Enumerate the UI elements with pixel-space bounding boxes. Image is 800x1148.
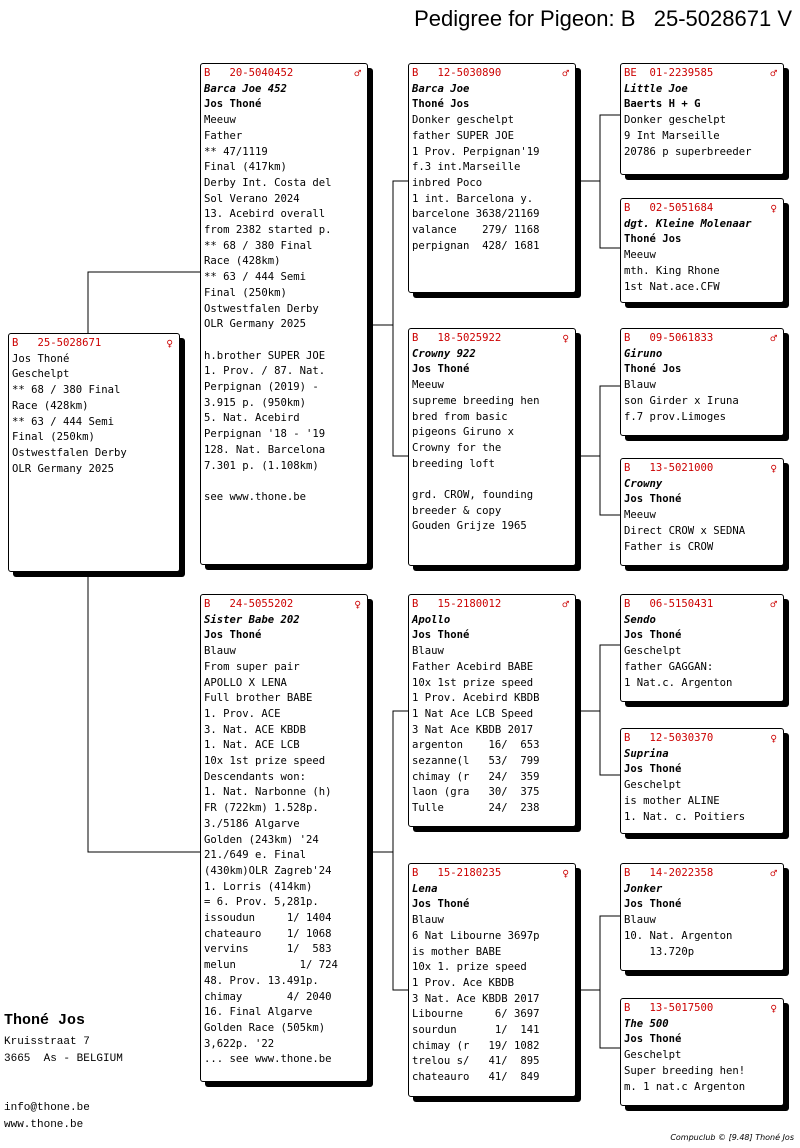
detail-line: ... see www.thone.be (204, 1053, 332, 1066)
detail-line: From super pair (204, 660, 300, 673)
detail-line: Meeuw (624, 509, 656, 522)
ring-number: B 20-5040452 (204, 67, 294, 79)
pigeon-name: Jonker (624, 882, 663, 895)
detail-line: 7.301 p. (1.108km) (204, 459, 319, 472)
ring-number: B 06-5150431 (624, 598, 714, 610)
detail-line: = 6. Prov. 5,281p. (204, 896, 319, 909)
detail-line: laon (gra 30/ 375 (412, 786, 540, 799)
detail-line: Derby Int. Costa del (204, 176, 332, 189)
detail-line: valance 279/ 1168 (412, 224, 540, 237)
detail-line: Final (250km) (204, 286, 287, 299)
detail-line: is mother BABE (412, 945, 502, 958)
detail-line: Perpignan '18 - '19 (204, 428, 326, 441)
detail-line: Golden Race (505km) (204, 1021, 326, 1034)
detail-line: Tulle 24/ 238 (412, 802, 540, 815)
detail-line: 128. Nat. Barcelona (204, 443, 326, 456)
detail-line: perpignan 428/ 1681 (412, 239, 540, 252)
male-sex-icon: ♂ (562, 598, 569, 611)
pigeon-card-fff[interactable] (620, 63, 784, 175)
detail-line: Full brother BABE (204, 692, 313, 705)
detail-line: Geschelpt (624, 779, 682, 792)
detail-line (204, 333, 361, 349)
pigeon-owner: Jos Thoné (624, 1033, 682, 1046)
detail-line: chateauro 41/ 849 (412, 1071, 540, 1084)
pigeon-owner: Jos Thoné (624, 898, 682, 911)
detail-line: Super breeding hen! (624, 1064, 746, 1077)
pigeon-card-mfm[interactable] (620, 728, 784, 834)
pigeon-details (624, 113, 777, 160)
detail-line: 20786 p superbreeder (624, 145, 752, 158)
pigeon-details (412, 378, 569, 535)
detail-line (412, 472, 569, 488)
detail-line: ** 47/1119 (204, 145, 268, 158)
pigeon-card-fmm[interactable] (620, 458, 784, 566)
detail-line: Final (417km) (204, 161, 287, 174)
detail-line: 21./649 e. Final (204, 849, 307, 862)
pigeon-details (624, 508, 777, 555)
detail-line: chimay (r 24/ 359 (412, 770, 540, 783)
pigeon-owner: Jos Thoné (204, 98, 262, 111)
female-sex-icon: ♀ (562, 332, 569, 345)
detail-line: chimay 4/ 2040 (204, 990, 332, 1003)
male-sex-icon: ♂ (770, 867, 777, 880)
detail-line: ** 68 / 380 Final (204, 239, 313, 252)
detail-line: ** 63 / 444 Semi (12, 415, 115, 428)
female-sex-icon: ♀ (770, 202, 777, 215)
detail-line: vervins 1/ 583 (204, 943, 332, 956)
detail-line: see www.thone.be (204, 490, 307, 503)
pigeon-card-father-father[interactable] (408, 63, 576, 293)
pigeon-card-fmf[interactable] (620, 328, 784, 436)
page-title: Pedigree for Pigeon: B 25-5028671 V (414, 6, 792, 31)
pigeon-details (204, 644, 361, 1068)
pigeon-owner: Jos Thoné (624, 493, 682, 506)
detail-line: 1 int. Barcelona y. (412, 192, 534, 205)
detail-line: 3 Nat. Ace KBDB 2017 (412, 992, 540, 1005)
detail-line: 9 Int Marseille (624, 129, 720, 142)
detail-line: bred from basic (412, 410, 508, 423)
detail-line: Sol Verano 2024 (204, 192, 300, 205)
detail-line: f.3 int.Marseille (412, 161, 521, 174)
detail-line: 10x 1. prize speed (412, 961, 527, 974)
ring-number: B 25-5028671 (12, 337, 102, 349)
detail-line: Crowny for the (412, 441, 502, 454)
pigeon-owner: Jos Thoné (624, 629, 682, 642)
detail-line: 48. Prov. 13.491p. (204, 974, 319, 987)
detail-line: 3,622p. '22 (204, 1037, 275, 1050)
detail-line: 1 Nat Ace LCB Speed (412, 707, 534, 720)
detail-line: Ostwestfalen Derby (12, 446, 127, 459)
detail-line: barcelone 3638/21169 (412, 208, 540, 221)
detail-line: Ostwestfalen Derby (204, 302, 319, 315)
detail-line: 1. Nat. c. Poitiers (624, 810, 746, 823)
pigeon-card-mother[interactable] (200, 594, 368, 1082)
pigeon-details (624, 248, 777, 295)
detail-line: grd. CROW, founding (412, 489, 534, 502)
detail-line: pigeons Giruno x (412, 426, 515, 439)
detail-line: OLR Germany 2025 (204, 318, 307, 331)
ring-number: B 18-5025922 (412, 332, 502, 344)
pigeon-name: Giruno (624, 347, 663, 360)
detail-line: Blauw (624, 379, 656, 392)
detail-line: 10x 1st prize speed (412, 676, 534, 689)
pigeon-owner: Jos Thoné (204, 629, 262, 642)
detail-line: Perpignan (2019) - (204, 381, 319, 394)
pigeon-card-father[interactable] (200, 63, 368, 565)
pigeon-owner: Baerts H + G (624, 98, 701, 111)
detail-line: Jos Thoné (12, 352, 70, 365)
detail-line: 1. Prov. / 87. Nat. (204, 365, 326, 378)
female-sex-icon: ♀ (354, 598, 361, 611)
software-credit: Compuclub © [9.48] Thoné Jos (670, 1133, 794, 1142)
pigeon-owner: Thoné Jos (624, 233, 682, 246)
detail-line: argenton 16/ 653 (412, 739, 540, 752)
detail-line: Blauw (624, 914, 656, 927)
ring-number: B 15-2180012 (412, 598, 502, 610)
pigeon-details (624, 644, 777, 691)
detail-line: Meeuw (412, 379, 444, 392)
detail-line: melun 1/ 724 (204, 959, 338, 972)
pigeon-card-mother-mother[interactable] (408, 863, 576, 1097)
pigeon-details (624, 778, 777, 825)
detail-line: Blauw (204, 645, 236, 658)
male-sex-icon: ♂ (770, 598, 777, 611)
pigeon-details (12, 352, 173, 478)
detail-line: 10. Nat. Argenton (624, 929, 733, 942)
pigeon-details (624, 378, 777, 425)
pigeon-owner: Jos Thoné (412, 363, 470, 376)
detail-line: supreme breeding hen (412, 394, 540, 407)
female-sex-icon: ♀ (770, 732, 777, 745)
detail-line (204, 474, 361, 490)
pigeon-details (412, 113, 569, 254)
pigeon-details (204, 113, 361, 506)
male-sex-icon: ♂ (770, 67, 777, 80)
detail-line: 1. Prov. ACE (204, 707, 281, 720)
pigeon-details (624, 913, 777, 960)
male-sex-icon: ♂ (770, 332, 777, 345)
detail-line: 3./5186 Algarve (204, 817, 300, 830)
detail-line: 3.915 p. (950km) (204, 396, 307, 409)
pigeon-card-ffm[interactable] (620, 198, 784, 303)
pigeon-owner: Thoné Jos (624, 363, 682, 376)
detail-line: Descendants won: (204, 770, 307, 783)
pigeon-name: Suprina (624, 747, 669, 760)
detail-line: 1. Nat. ACE LCB (204, 739, 300, 752)
breeder-address (4, 1034, 123, 1068)
detail-line: Father (204, 129, 243, 142)
female-sex-icon: ♀ (770, 1002, 777, 1015)
pigeon-card-mmm[interactable] (620, 998, 784, 1106)
detail-line: chimay (r 19/ 1082 (412, 1039, 540, 1052)
pigeon-owner: Jos Thoné (412, 898, 470, 911)
detail-line: Geschelpt (624, 645, 682, 658)
website-link[interactable]: www.thone.be (4, 1119, 84, 1131)
address-line: 3665 As - BELGIUM (4, 1053, 123, 1065)
pigeon-card-mother-father[interactable] (408, 594, 576, 827)
detail-line: father SUPER JOE (412, 129, 515, 142)
detail-line: Meeuw (624, 249, 656, 262)
breeder-name: Thoné Jos (4, 1012, 86, 1029)
pigeon-card-main[interactable] (8, 333, 180, 572)
detail-line: Father is CROW (624, 540, 714, 553)
ring-number: B 13-5021000 (624, 462, 714, 474)
ring-number: B 02-5051684 (624, 202, 714, 214)
ring-number: B 15-2180235 (412, 867, 502, 879)
pigeon-name: Crowny 922 (412, 347, 476, 360)
detail-line: ** 63 / 444 Semi (204, 271, 307, 284)
detail-line: Final (250km) (12, 431, 95, 444)
detail-line: son Girder x Iruna (624, 394, 739, 407)
pigeon-details (624, 1048, 777, 1095)
detail-line: 3. Nat. ACE KBDB (204, 723, 307, 736)
male-sex-icon: ♂ (354, 67, 361, 80)
ring-number: B 12-5030890 (412, 67, 502, 79)
detail-line: is mother ALINE (624, 794, 720, 807)
detail-line: 6 Nat Libourne 3697p (412, 929, 540, 942)
detail-line: Blauw (412, 914, 444, 927)
pigeon-name: Little Joe (624, 82, 688, 95)
detail-line: FR (722km) 1.528p. (204, 802, 319, 815)
pigeon-owner: Thoné Jos (412, 98, 470, 111)
pigeon-details (412, 644, 569, 817)
address-line: Kruisstraat 7 (4, 1036, 90, 1048)
detail-line: APOLLO X LENA (204, 676, 287, 689)
pigeon-name: dgt. Kleine Molenaar (624, 217, 752, 230)
detail-line: 1 Prov. Ace KBDB (412, 976, 515, 989)
pigeon-card-mff[interactable] (620, 594, 784, 702)
detail-line: 3 Nat Ace KBDB 2017 (412, 723, 534, 736)
pigeon-card-mmf[interactable] (620, 863, 784, 971)
detail-line: Gouden Grijze 1965 (412, 520, 527, 533)
detail-line: mth. King Rhone (624, 264, 720, 277)
detail-line: 5. Nat. Acebird (204, 412, 300, 425)
pigeon-name: Crowny (624, 477, 663, 490)
detail-line: OLR Germany 2025 (12, 462, 115, 475)
detail-line: 16. Final Algarve (204, 1006, 313, 1019)
ring-number: BE 01-2239585 (624, 67, 714, 79)
pigeon-owner: Jos Thoné (624, 763, 682, 776)
detail-line: h.brother SUPER JOE (204, 349, 326, 362)
detail-line: 1 Prov. Acebird KBDB (412, 692, 540, 705)
pigeon-name: Sister Babe 202 (204, 613, 300, 626)
detail-line: f.7 prov.Limoges (624, 410, 727, 423)
detail-line: chateauro 1/ 1068 (204, 927, 332, 940)
detail-line: inbred Poco (412, 176, 483, 189)
ring-number: B 14-2022358 (624, 867, 714, 879)
detail-line: Golden (243km) '24 (204, 833, 319, 846)
detail-line: Father Acebird BABE (412, 660, 534, 673)
ring-number: B 24-5055202 (204, 598, 294, 610)
detail-line: (430km)OLR Zagreb'24 (204, 864, 332, 877)
detail-line: issoudun 1/ 1404 (204, 912, 332, 925)
detail-line: Donker geschelpt (624, 114, 727, 127)
breeder-contact (4, 1100, 90, 1134)
female-sex-icon: ♀ (770, 462, 777, 475)
detail-line: from 2382 started p. (204, 224, 332, 237)
detail-line: breeder & copy (412, 504, 502, 517)
detail-line: 1st Nat.ace.CFW (624, 280, 720, 293)
detail-line: sezanne(l 53/ 799 (412, 755, 540, 768)
detail-line: Geschelpt (12, 368, 70, 381)
ring-number: B 12-5030370 (624, 732, 714, 744)
detail-line: m. 1 nat.c Argenton (624, 1080, 746, 1093)
detail-line: Donker geschelpt (412, 114, 515, 127)
pigeon-name: The 500 (624, 1017, 669, 1030)
detail-line: Direct CROW x SEDNA (624, 524, 746, 537)
pigeon-name: Sendo (624, 613, 656, 626)
pigeon-name: Barca Joe (412, 82, 470, 95)
email-link[interactable]: info@thone.be (4, 1102, 90, 1114)
detail-line: trelou s/ 41/ 895 (412, 1055, 540, 1068)
pigeon-details (412, 913, 569, 1086)
detail-line: Geschelpt (624, 1049, 682, 1062)
pigeon-name: Barca Joe 452 (204, 82, 287, 95)
detail-line: 13. Acebird overall (204, 208, 326, 221)
detail-line: Meeuw (204, 114, 236, 127)
detail-line: 10x 1st prize speed (204, 755, 326, 768)
detail-line: breeding loft (412, 457, 495, 470)
detail-line: Race (428km) (204, 255, 281, 268)
detail-line: 1. Lorris (414km) (204, 880, 313, 893)
detail-line: 13.720p (624, 945, 695, 958)
detail-line: sourdun 1/ 141 (412, 1024, 540, 1037)
pigeon-owner: Jos Thoné (412, 629, 470, 642)
detail-line: father GAGGAN: (624, 660, 714, 673)
pigeon-card-father-mother[interactable] (408, 328, 576, 566)
detail-line: ** 68 / 380 Final (12, 384, 121, 397)
ring-number: B 09-5061833 (624, 332, 714, 344)
pigeon-name: Apollo (412, 613, 451, 626)
female-sex-icon: ♀ (166, 337, 173, 350)
detail-line: 1 Prov. Perpignan'19 (412, 145, 540, 158)
detail-line: 1 Nat.c. Argenton (624, 676, 733, 689)
pigeon-name: Lena (412, 882, 438, 895)
detail-line: Libourne 6/ 3697 (412, 1008, 540, 1021)
female-sex-icon: ♀ (562, 867, 569, 880)
ring-number: B 13-5017500 (624, 1002, 714, 1014)
detail-line: 1. Nat. Narbonne (h) (204, 786, 332, 799)
detail-line: Race (428km) (12, 399, 89, 412)
detail-line: Blauw (412, 645, 444, 658)
male-sex-icon: ♂ (562, 67, 569, 80)
